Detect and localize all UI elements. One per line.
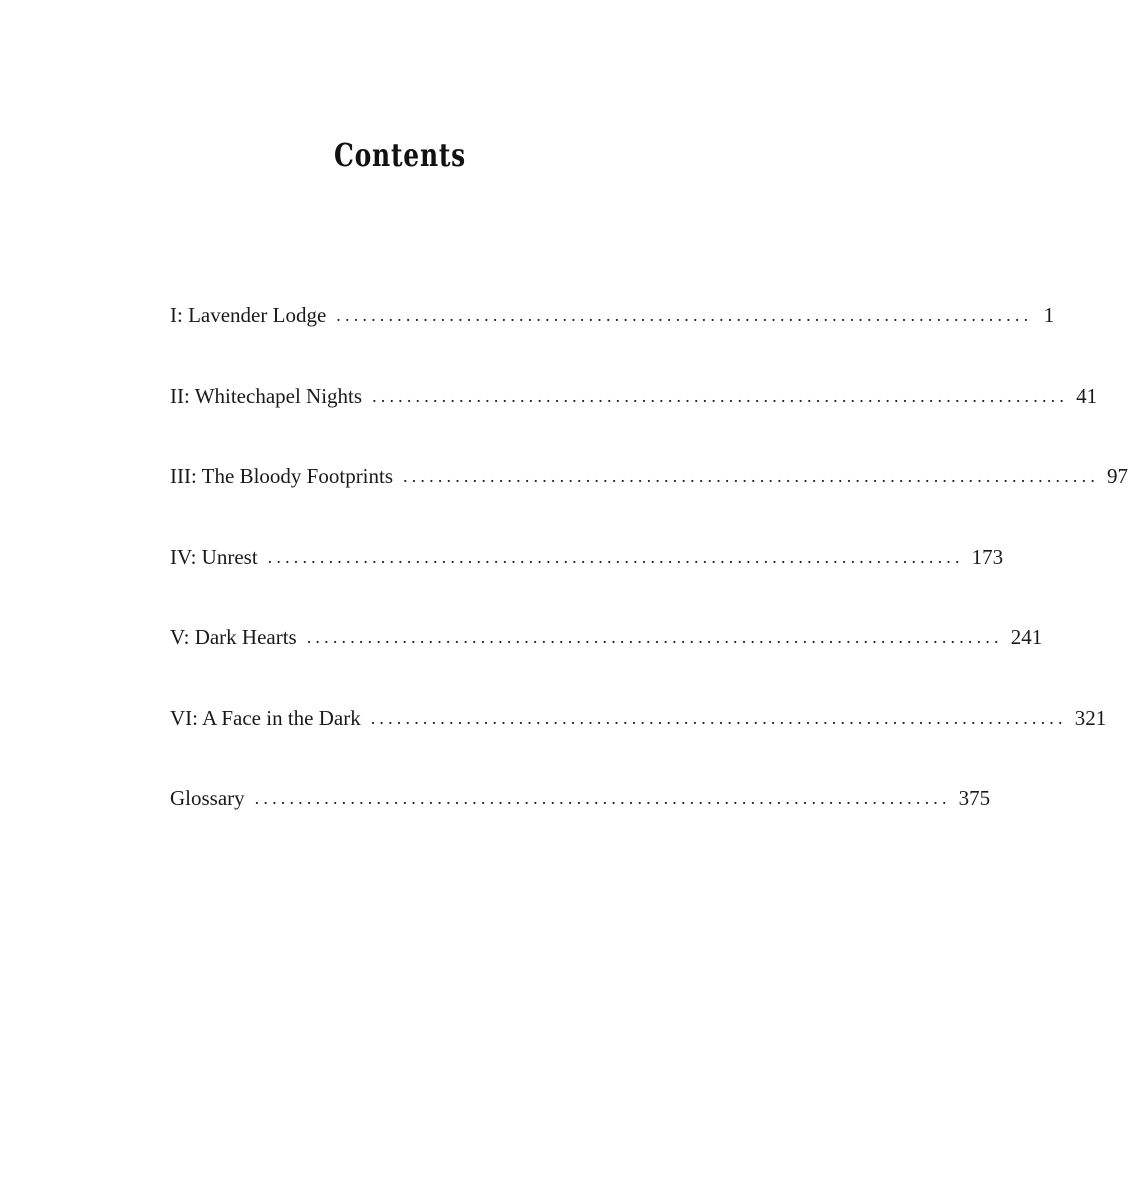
- toc-entry-label: I: Lavender Lodge: [170, 303, 327, 327]
- toc-dot-leader: ................................................................................: [306, 627, 1003, 647]
- toc-entry-label: Glossary: [170, 786, 245, 810]
- toc-entry-label: II: Whitechapel Nights: [170, 383, 363, 408]
- toc-entry-page: 375: [958, 786, 991, 810]
- toc-entry-page: 1: [1043, 303, 1055, 327]
- toc-entry-label: V: Dark Hearts: [170, 625, 297, 649]
- toc-dot-leader: ................................................................................: [254, 788, 951, 808]
- toc-entry-label: III: The Bloody Footprints: [170, 464, 394, 488]
- toc-dot-leader: ................................................................................: [372, 385, 1069, 406]
- toc-entry: [170, 461, 1128, 542]
- toc-dot-leader: ................................................................................: [370, 707, 1067, 728]
- toc-entry: [170, 703, 1107, 784]
- toc-entry: [170, 542, 1004, 623]
- toc-entry: [170, 381, 1098, 462]
- toc-entry-page: 173: [971, 544, 1004, 569]
- toc-entry: [170, 622, 1043, 703]
- toc-entry-page: 41: [1076, 383, 1098, 408]
- toc-entry-page: 241: [1010, 625, 1043, 649]
- toc-dot-leader: ................................................................................: [267, 546, 964, 567]
- table-of-contents: [170, 300, 1128, 864]
- toc-entry-label: IV: Unrest: [170, 544, 258, 569]
- toc-entry-page: 321: [1074, 705, 1107, 730]
- toc-dot-leader: ................................................................................: [336, 305, 1033, 325]
- toc-entry: [170, 783, 991, 864]
- toc-dot-leader: ................................................................................: [403, 466, 1100, 486]
- toc-entry: [170, 300, 1055, 381]
- contents-title: Contents: [333, 136, 467, 174]
- toc-entry-page: 97: [1107, 464, 1128, 488]
- toc-entry-label: VI: A Face in the Dark: [170, 705, 361, 730]
